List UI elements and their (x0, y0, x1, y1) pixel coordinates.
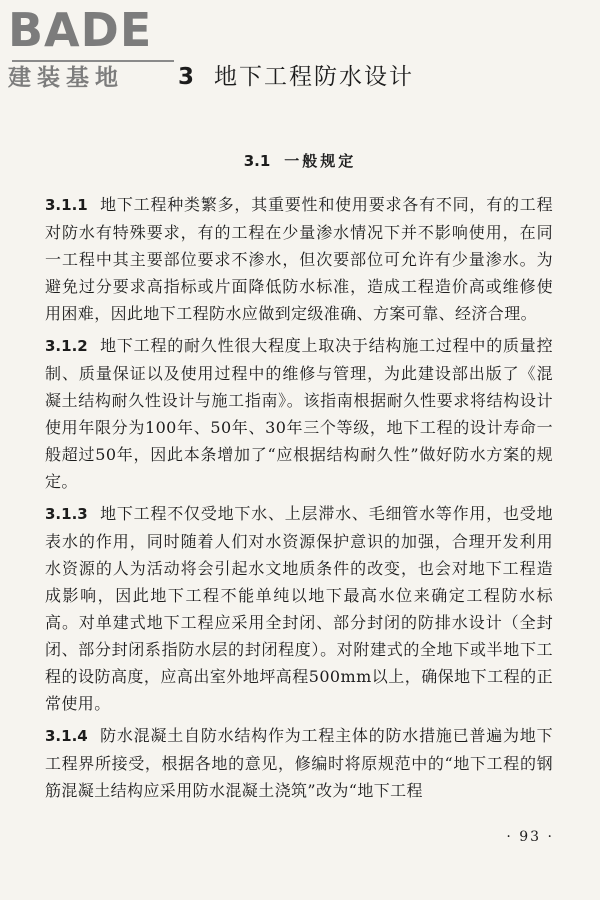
chapter-title: 地下工程防水设计 (214, 64, 415, 90)
logo-brand-text: BADE (8, 3, 153, 57)
clause-text: 地下工程的耐久性很大程度上取决于结构施工过程中的质量控制、质量保证以及使用过程中的维修与管理，为此建设部出版了《混凝土结构耐久性设计与施工指南》。该指南根据耐久性要求将结构设计使用年限分为100年、50年、30年三个等级，地下工程的设计寿命一般超过50年，因此本条增加了“应根据结构耐久性”做好防水方案的规定。 (45, 336, 553, 491)
chapter-heading (178, 62, 414, 92)
clause-paragraph (45, 332, 553, 495)
logo-brand-cn: 建装基地 (8, 65, 124, 91)
clause-number: 3.1.3 (45, 505, 88, 523)
document-body (45, 191, 553, 809)
section-title: 一般规定 (284, 152, 357, 170)
bade-logo (8, 3, 183, 92)
chapter-number: 3 (178, 64, 197, 90)
clause-paragraph (45, 500, 553, 717)
clause-text: 地下工程种类繁多，其重要性和使用要求各有不同，有的工程对防水有特殊要求，有的工程在少量渗水情况下并不影响使用，在同一工程中其主要部位要求不渗水，但次要部位可允许有少量渗水。为避免过分要求高指标或片面降低防水标准，造成工程造价高或维修使用困难，因此地下工程防水应做到定级准确、方案可靠、经济合理。 (45, 195, 553, 323)
logo-divider (12, 60, 174, 62)
clause-number: 3.1.2 (45, 337, 88, 355)
page-number: · 93 · (506, 829, 554, 845)
clause-text: 地下工程不仅受地下水、上层滞水、毛细管水等作用，也受地表水的作用，同时随着人们对水资源保护意识的加强，合理开发利用水资源的人为活动将会引起水文地质条件的改变，也会对地下工程造成影响，因此地下工程不能单纯以地下最高水位来确定工程防水标高。对单建式地下工程应采用全封闭、部分封闭的防排水设计（全封闭、部分封闭系指防水层的封闭程度）。对附建式的全地下或半地下工程的设防高度，应高出室外地坪高程500mm以上，确保地下工程的正常使用。 (45, 504, 553, 713)
clause-number: 3.1.1 (45, 196, 88, 214)
clause-paragraph (45, 191, 553, 327)
clause-paragraph (45, 722, 553, 804)
section-number: 3.1 (243, 152, 271, 170)
clause-text: 防水混凝土自防水结构作为工程主体的防水措施已普遍为地下工程界所接受，根据各地的意见，修编时将原规范中的“地下工程的钢筋混凝土结构应采用防水混凝土浇筑”改为“地下工程 (45, 726, 553, 800)
clause-number: 3.1.4 (45, 727, 88, 745)
section-heading (0, 150, 600, 172)
